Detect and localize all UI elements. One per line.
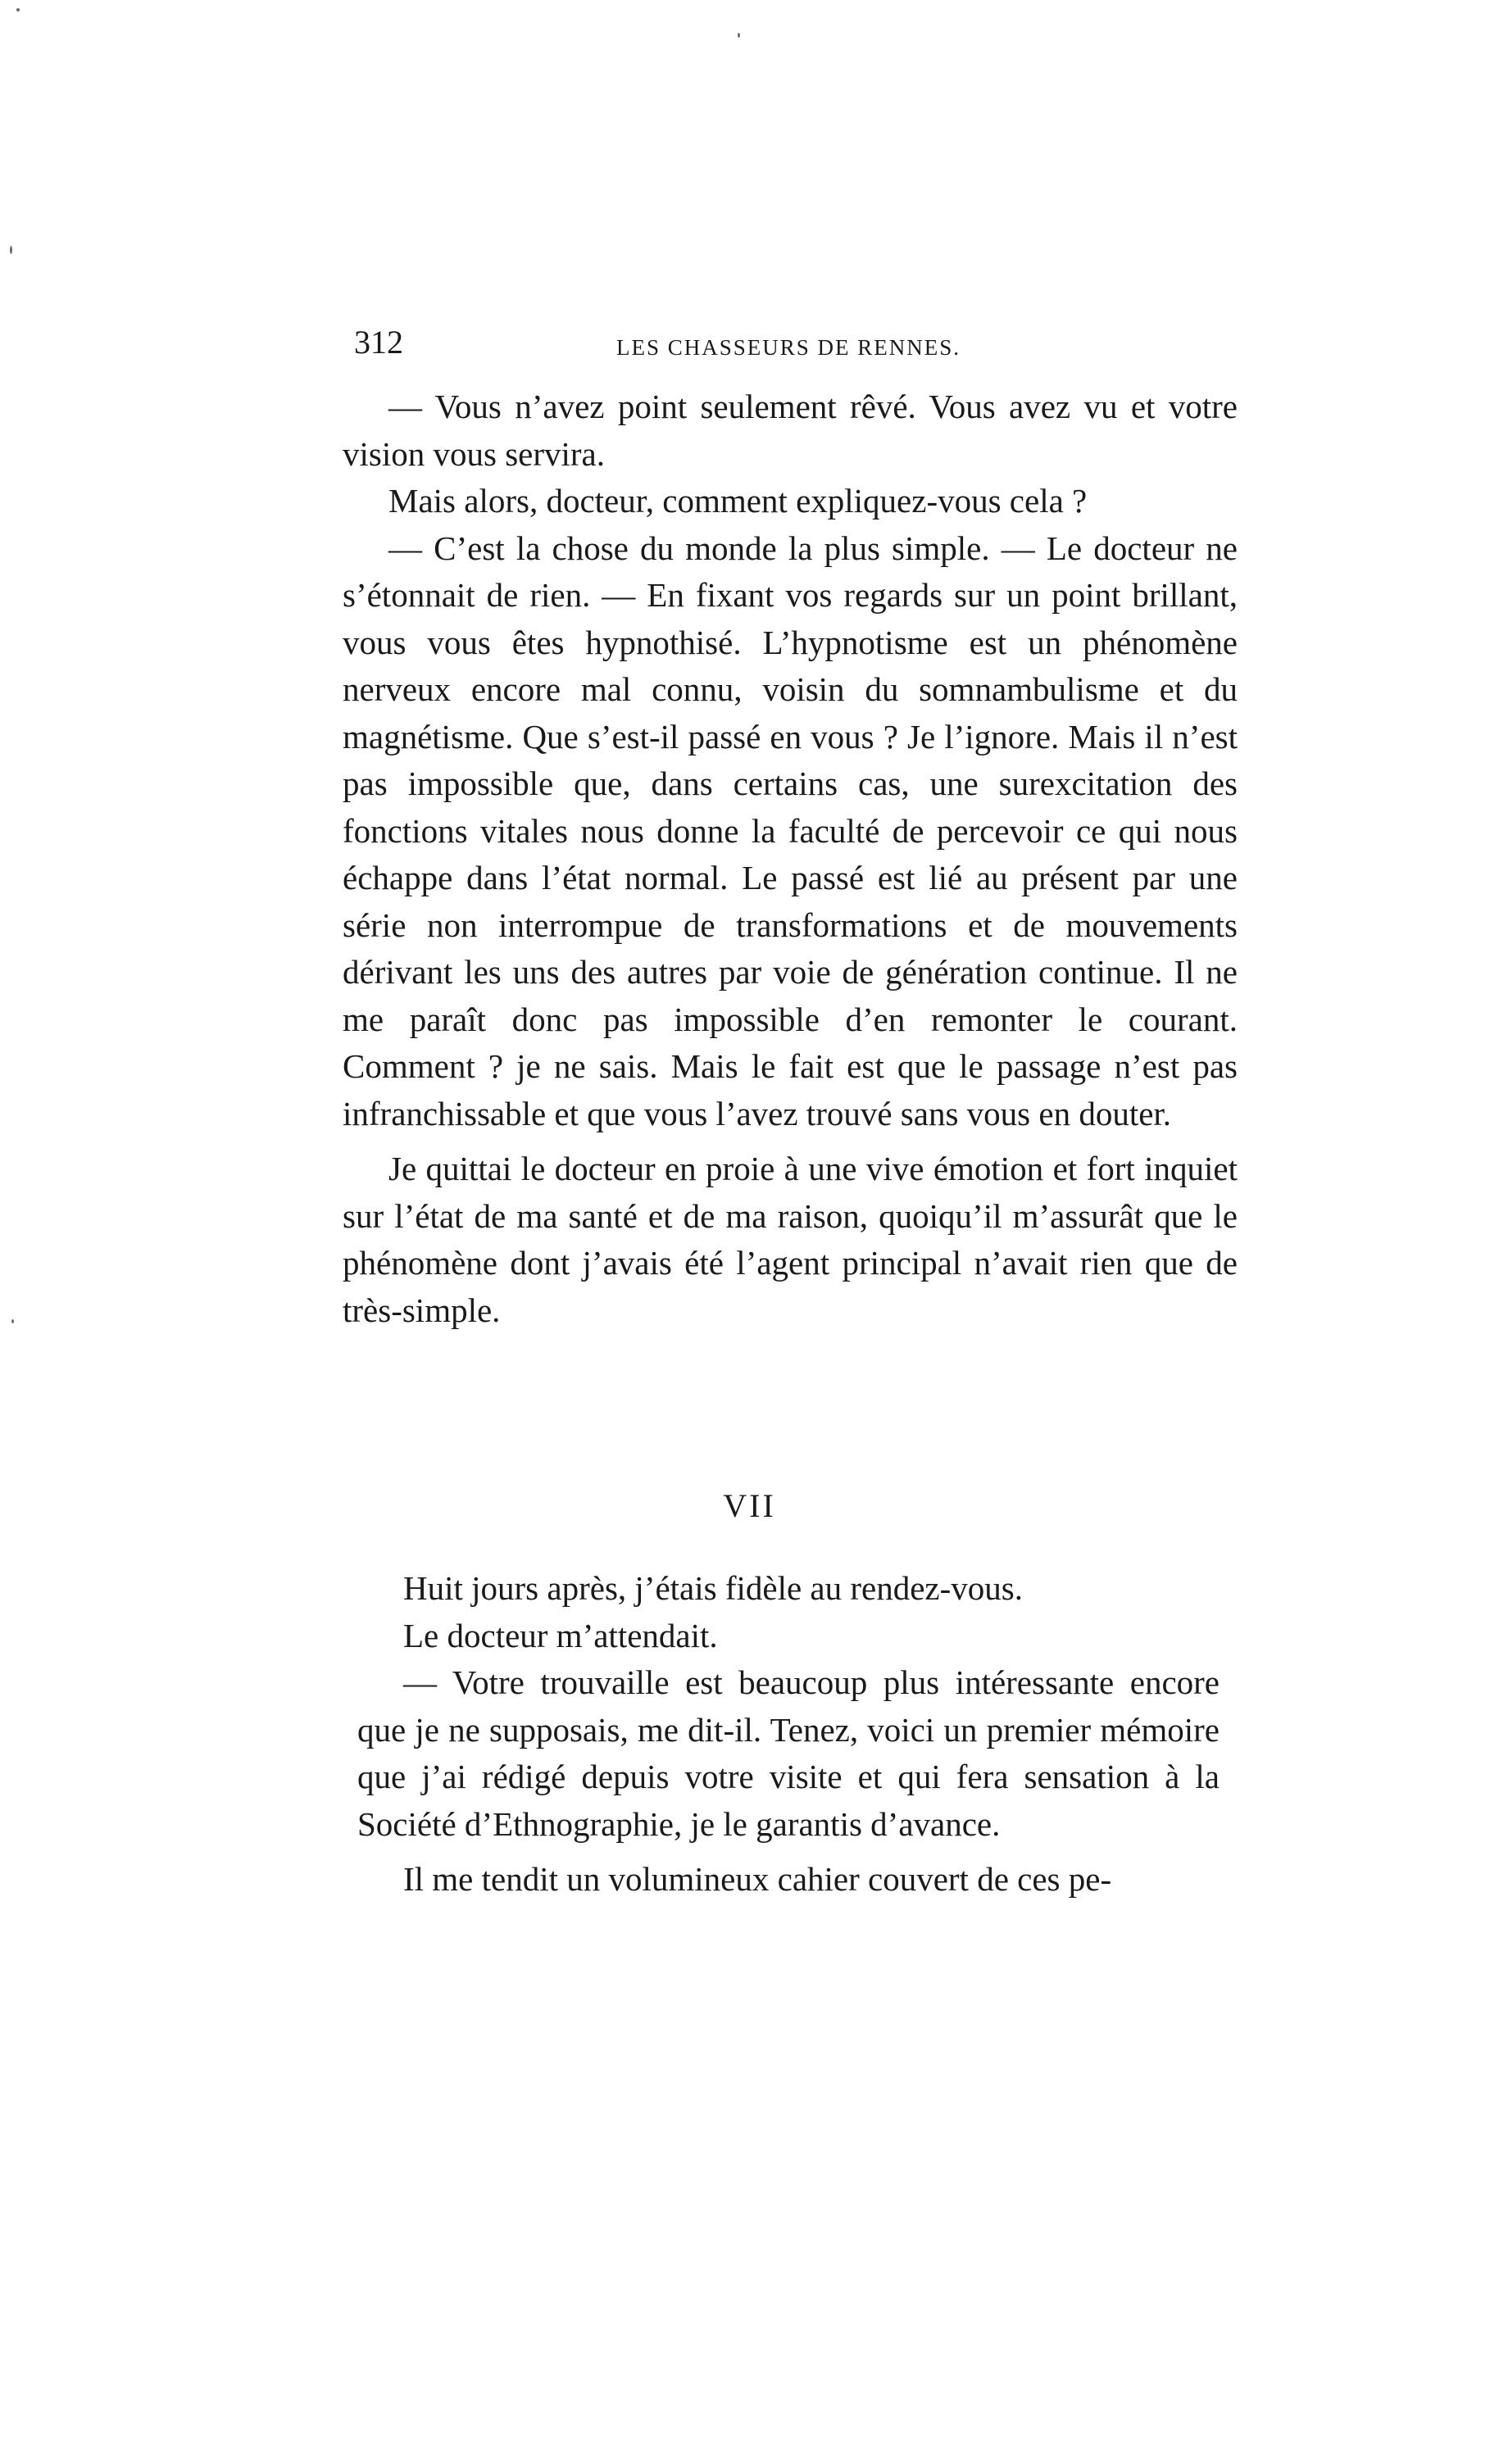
paragraph: — Vous n’avez point seulement rêvé. Vous avez vu et votre vision vous servira.	[343, 388, 1238, 473]
paper-speck	[738, 33, 740, 38]
paper-speck	[16, 8, 20, 11]
paragraph: Je quittai le docteur en proie à une vive émotion et fort inquiet sur l’état de ma santé et de ma raison, quoiqu’il m’assurât que le phénomène dont j’avais été l’agent principal n’avait rien que de très-simple.	[343, 1150, 1238, 1329]
body-text-after	[357, 1565, 1220, 1904]
section-heading: VII	[723, 1487, 776, 1524]
body-text-before	[343, 383, 1238, 1334]
page-header	[354, 318, 1239, 367]
paragraph: Le docteur m’attendait.	[403, 1616, 718, 1654]
paragraph: Huit jours après, j’étais fidèle au rendez-vous.	[403, 1569, 1023, 1607]
running-title: LES CHASSEURS DE RENNES.	[616, 335, 961, 360]
paragraph: — C’est la chose du monde la plus simple. — Le docteur ne s’étonnait de rien. — En fixant vos regards sur un point brillant, vous vous êtes hypnothisé. L’hypnotisme est un phénomène nerveux encore mal connu, voisin du somnambulisme et du magnétisme. Que s’est-il passé en vous ? Je l’ignore. Mais il n’est pas impossible que, dans certains cas, une surexcitation des fonctions vitales nous donne la faculté de percevoir ce qui nous échappe dans l’état normal. Le passé est lié au présent par une série non interrompue de transformations et de mouvements dérivant les uns des autres par voie de génération continue. Il ne me paraît donc pas impossible d’en remonter le courant. Comment ? je ne sais. Mais le fait est que le passage n’est pas infranchissable et que vous l’avez trouvé sans vous en douter.	[343, 529, 1238, 1132]
paragraph: Il me tendit un volumineux cahier couvert de ces pe-	[403, 1860, 1112, 1898]
page-number: 312	[354, 324, 403, 361]
paper-speck	[11, 1319, 14, 1323]
paragraph: — Votre trouvaille est beaucoup plus intéressante encore que je ne supposais, me dit-il. Tenez, voici un premier mémoire que j’ai rédigé depuis votre visite et qui fera sensation à la Société d’Ethnographie, je le garantis d’avance.	[357, 1663, 1220, 1843]
paper-speck	[10, 246, 12, 254]
paragraph: Mais alors, docteur, comment expliquez-vous cela ?	[388, 482, 1088, 520]
